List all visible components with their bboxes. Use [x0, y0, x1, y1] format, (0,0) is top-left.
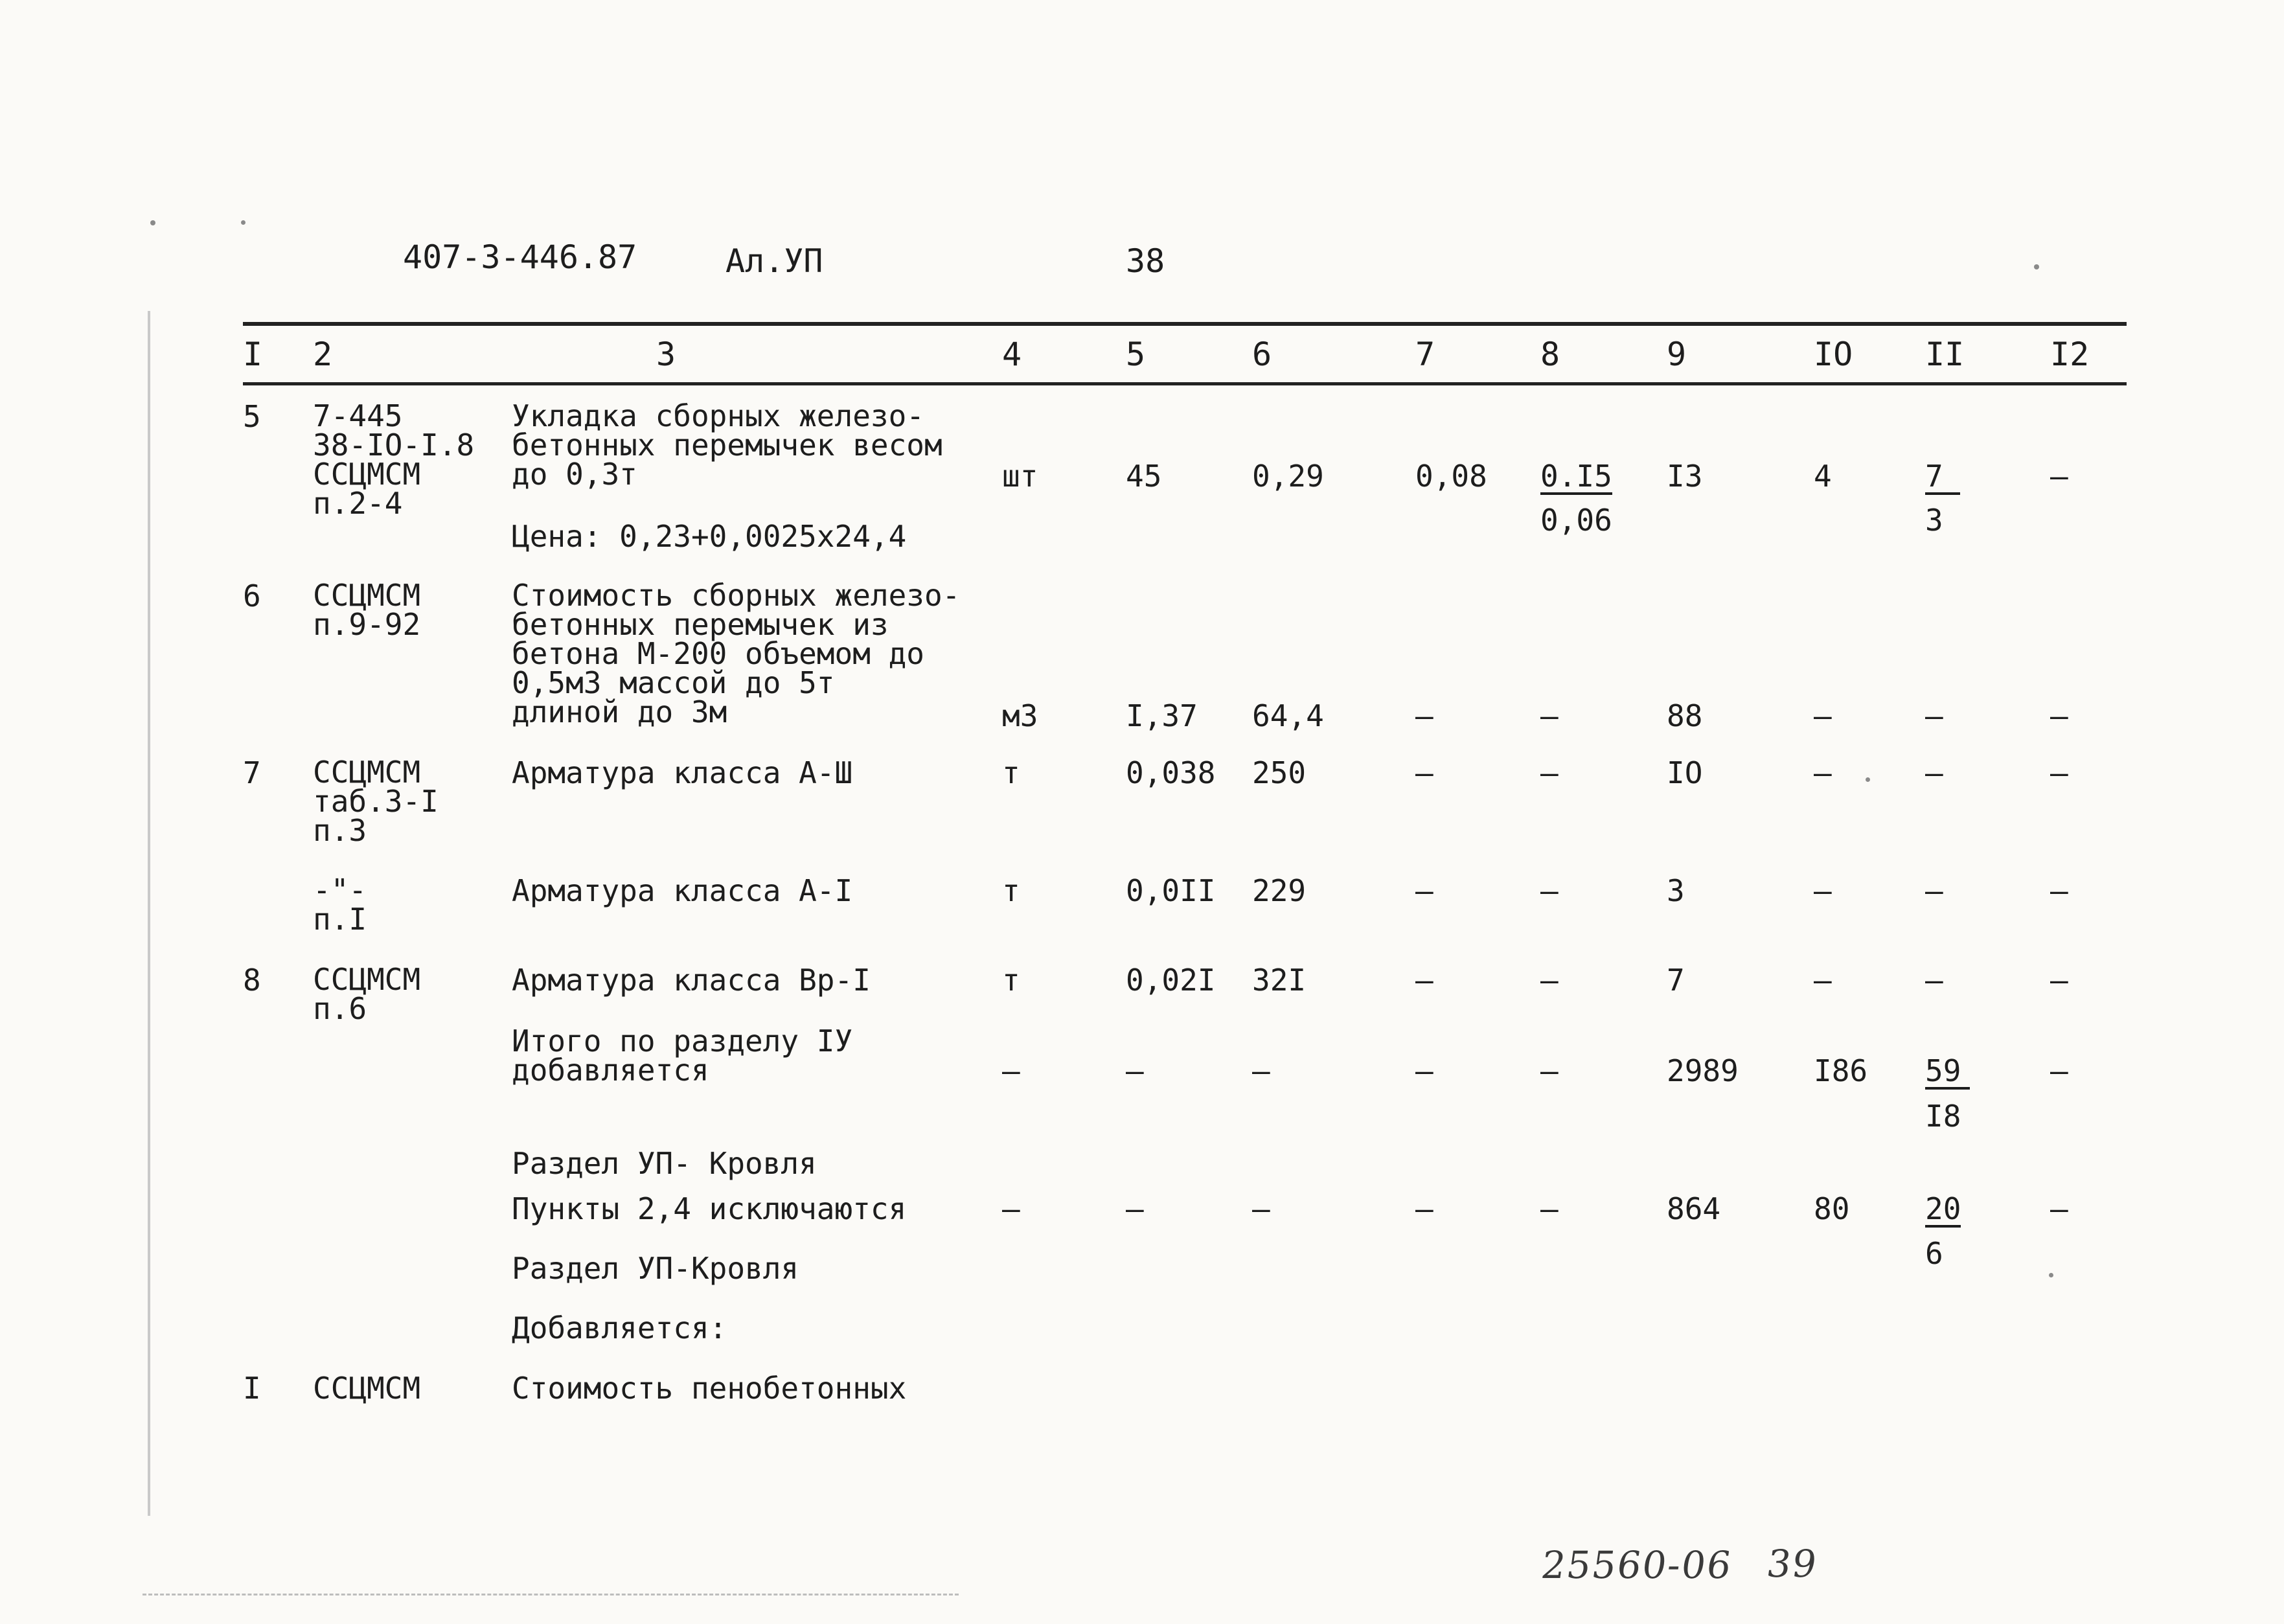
col-header-11: II [1925, 336, 1965, 373]
col-header-3: 3 [656, 336, 676, 373]
col-header-1: I [243, 336, 263, 373]
row-col8-bottom: 0,06 [1540, 503, 1612, 538]
section-subheading: Добавляется: [512, 1310, 727, 1345]
row-col10: I86 [1814, 1053, 1868, 1088]
bottom-edge-line [143, 1594, 959, 1597]
row-col8: – [1540, 1053, 1559, 1088]
row-col12: – [2050, 1053, 2068, 1088]
row-col10: 80 [1814, 1191, 1850, 1226]
row-col11: – [1925, 755, 1943, 790]
row-col12: – [2050, 873, 2068, 908]
row-col7: – [1415, 873, 1433, 908]
binding-edge-line [148, 311, 150, 1516]
header-bottom-rule [243, 382, 2127, 385]
row-col8-top: 0.I5 [1540, 459, 1612, 494]
col-header-9: 9 [1667, 336, 1687, 373]
row-unit: м3 [1002, 698, 1038, 733]
row-price-formula: Цена: 0,23+0,0025х24,4 [512, 519, 907, 554]
row-unit: шт [1002, 459, 1038, 494]
row-reference: ССЦМСМ п.9-92 [313, 578, 421, 642]
handwritten-sheet-number: 39 [1764, 1542, 1821, 1586]
col-header-2: 2 [313, 336, 333, 373]
scan-speck [2034, 264, 2039, 269]
row-col5: 0,038 [1126, 755, 1216, 790]
row-number: 7 [243, 755, 261, 790]
row-col9: 7 [1667, 963, 1685, 998]
row-reference: ССЦМСМ таб.3-I п.3 [313, 755, 439, 848]
row-col10: – [1814, 963, 1832, 998]
handwritten-stamp-number: 25560-06 [1538, 1543, 1735, 1587]
sheet-code: Ал.УП [725, 242, 823, 280]
row-description: Стоимость сборных железо- бетонных перемычек из бетона М-200 объемом до 0,5м3 массой до 5т длиной до 3м [512, 578, 961, 729]
subtotal-label: Итого по разделу IУ добавляется [512, 1024, 853, 1088]
row-col7: – [1415, 698, 1433, 733]
row-description: Арматура класса А-Ш [512, 755, 853, 790]
row-col9: IO [1667, 755, 1703, 790]
row-col7: – [1415, 963, 1433, 998]
row-col6: – [1252, 1053, 1270, 1088]
row-col9: 2989 [1667, 1053, 1739, 1088]
row-col4: – [1002, 1053, 1020, 1088]
row-col6: 64,4 [1252, 698, 1324, 733]
row-description: Арматура класса А-I [512, 873, 853, 908]
scan-speck [150, 220, 155, 225]
row-description: Пункты 2,4 исключаются [512, 1191, 907, 1226]
scan-speck [1866, 777, 1870, 782]
col-header-10: IO [1814, 336, 1853, 373]
row-col6: 250 [1252, 755, 1307, 790]
row-description: Арматура класса Вр-I [512, 963, 871, 998]
row-col6: 229 [1252, 873, 1307, 908]
row-col11-top: 59 [1925, 1056, 1970, 1090]
row-col8: – [1540, 963, 1559, 998]
table-top-rule [243, 322, 2127, 326]
row-col9: 3 [1667, 873, 1685, 908]
row-col7: 0,08 [1415, 459, 1487, 494]
col-header-12: I2 [2050, 336, 2090, 373]
row-col10: – [1814, 755, 1832, 790]
row-col12: – [2050, 755, 2068, 790]
row-col4: – [1002, 1191, 1020, 1226]
row-col11-bottom: 3 [1925, 503, 1943, 538]
row-col6: 32I [1252, 963, 1307, 998]
row-col11-bottom: 6 [1925, 1236, 1943, 1271]
row-reference: ССЦМСМ п.6 [313, 962, 421, 1026]
row-col12: – [2050, 698, 2068, 733]
row-col11-top: 20 [1925, 1191, 1961, 1226]
scan-speck [241, 220, 246, 225]
col-header-4: 4 [1002, 336, 1022, 373]
row-col12: – [2050, 963, 2068, 998]
row-col9: 864 [1667, 1191, 1721, 1226]
row-reference: ССЦМСМ [313, 1371, 421, 1406]
row-col5: 0,02I [1126, 963, 1216, 998]
row-unit: т [1002, 873, 1020, 908]
row-number: I [243, 1371, 261, 1406]
page-number: 38 [1126, 242, 1165, 280]
row-col11: – [1925, 963, 1943, 998]
row-col5: 0,0II [1126, 873, 1216, 908]
row-col5: 45 [1126, 459, 1162, 494]
row-number: 5 [243, 399, 261, 434]
col-header-7: 7 [1415, 336, 1435, 373]
row-col11: – [1925, 873, 1943, 908]
scan-speck [2049, 1273, 2053, 1277]
row-col7: – [1415, 1053, 1433, 1088]
row-col5: I,37 [1126, 698, 1198, 733]
row-unit: т [1002, 755, 1020, 790]
row-col10: – [1814, 873, 1832, 908]
row-reference: -"- п.I [313, 873, 367, 937]
row-description: Стоимость пенобетонных [512, 1371, 907, 1406]
row-col9: 88 [1667, 698, 1703, 733]
row-col11-bottom: I8 [1925, 1099, 1961, 1134]
row-col10: 4 [1814, 459, 1832, 494]
row-col12: – [2050, 459, 2068, 494]
col-header-5: 5 [1126, 336, 1146, 373]
row-col8: – [1540, 1191, 1559, 1226]
section-heading: Раздел УП-Кровля [512, 1251, 799, 1286]
row-col8: – [1540, 755, 1559, 790]
row-col8: – [1540, 873, 1559, 908]
row-description: Укладка сборных железо- бетонных перемычек весом до 0,3т [512, 398, 942, 492]
row-col11: – [1925, 698, 1943, 733]
row-col8: – [1540, 698, 1559, 733]
row-col6: 0,29 [1252, 459, 1324, 494]
row-number: 6 [243, 578, 261, 613]
row-col11-top: 7 [1925, 461, 1960, 495]
row-col10: – [1814, 698, 1832, 733]
row-col5: – [1126, 1053, 1144, 1088]
section-heading: Раздел УП- Кровля [512, 1146, 817, 1181]
row-number: 8 [243, 963, 261, 998]
row-col7: – [1415, 1191, 1433, 1226]
document-code: 407-3-446.87 [403, 238, 637, 276]
row-unit: т [1002, 963, 1020, 998]
row-col6: – [1252, 1191, 1270, 1226]
row-col9: I3 [1667, 459, 1703, 494]
row-reference: 7-445 38-IO-I.8 ССЦМСМ п.2-4 [313, 398, 475, 521]
col-header-6: 6 [1252, 336, 1272, 373]
row-col7: – [1415, 755, 1433, 790]
row-col12: – [2050, 1191, 2068, 1226]
col-header-8: 8 [1540, 336, 1560, 373]
row-col5: – [1126, 1191, 1144, 1226]
